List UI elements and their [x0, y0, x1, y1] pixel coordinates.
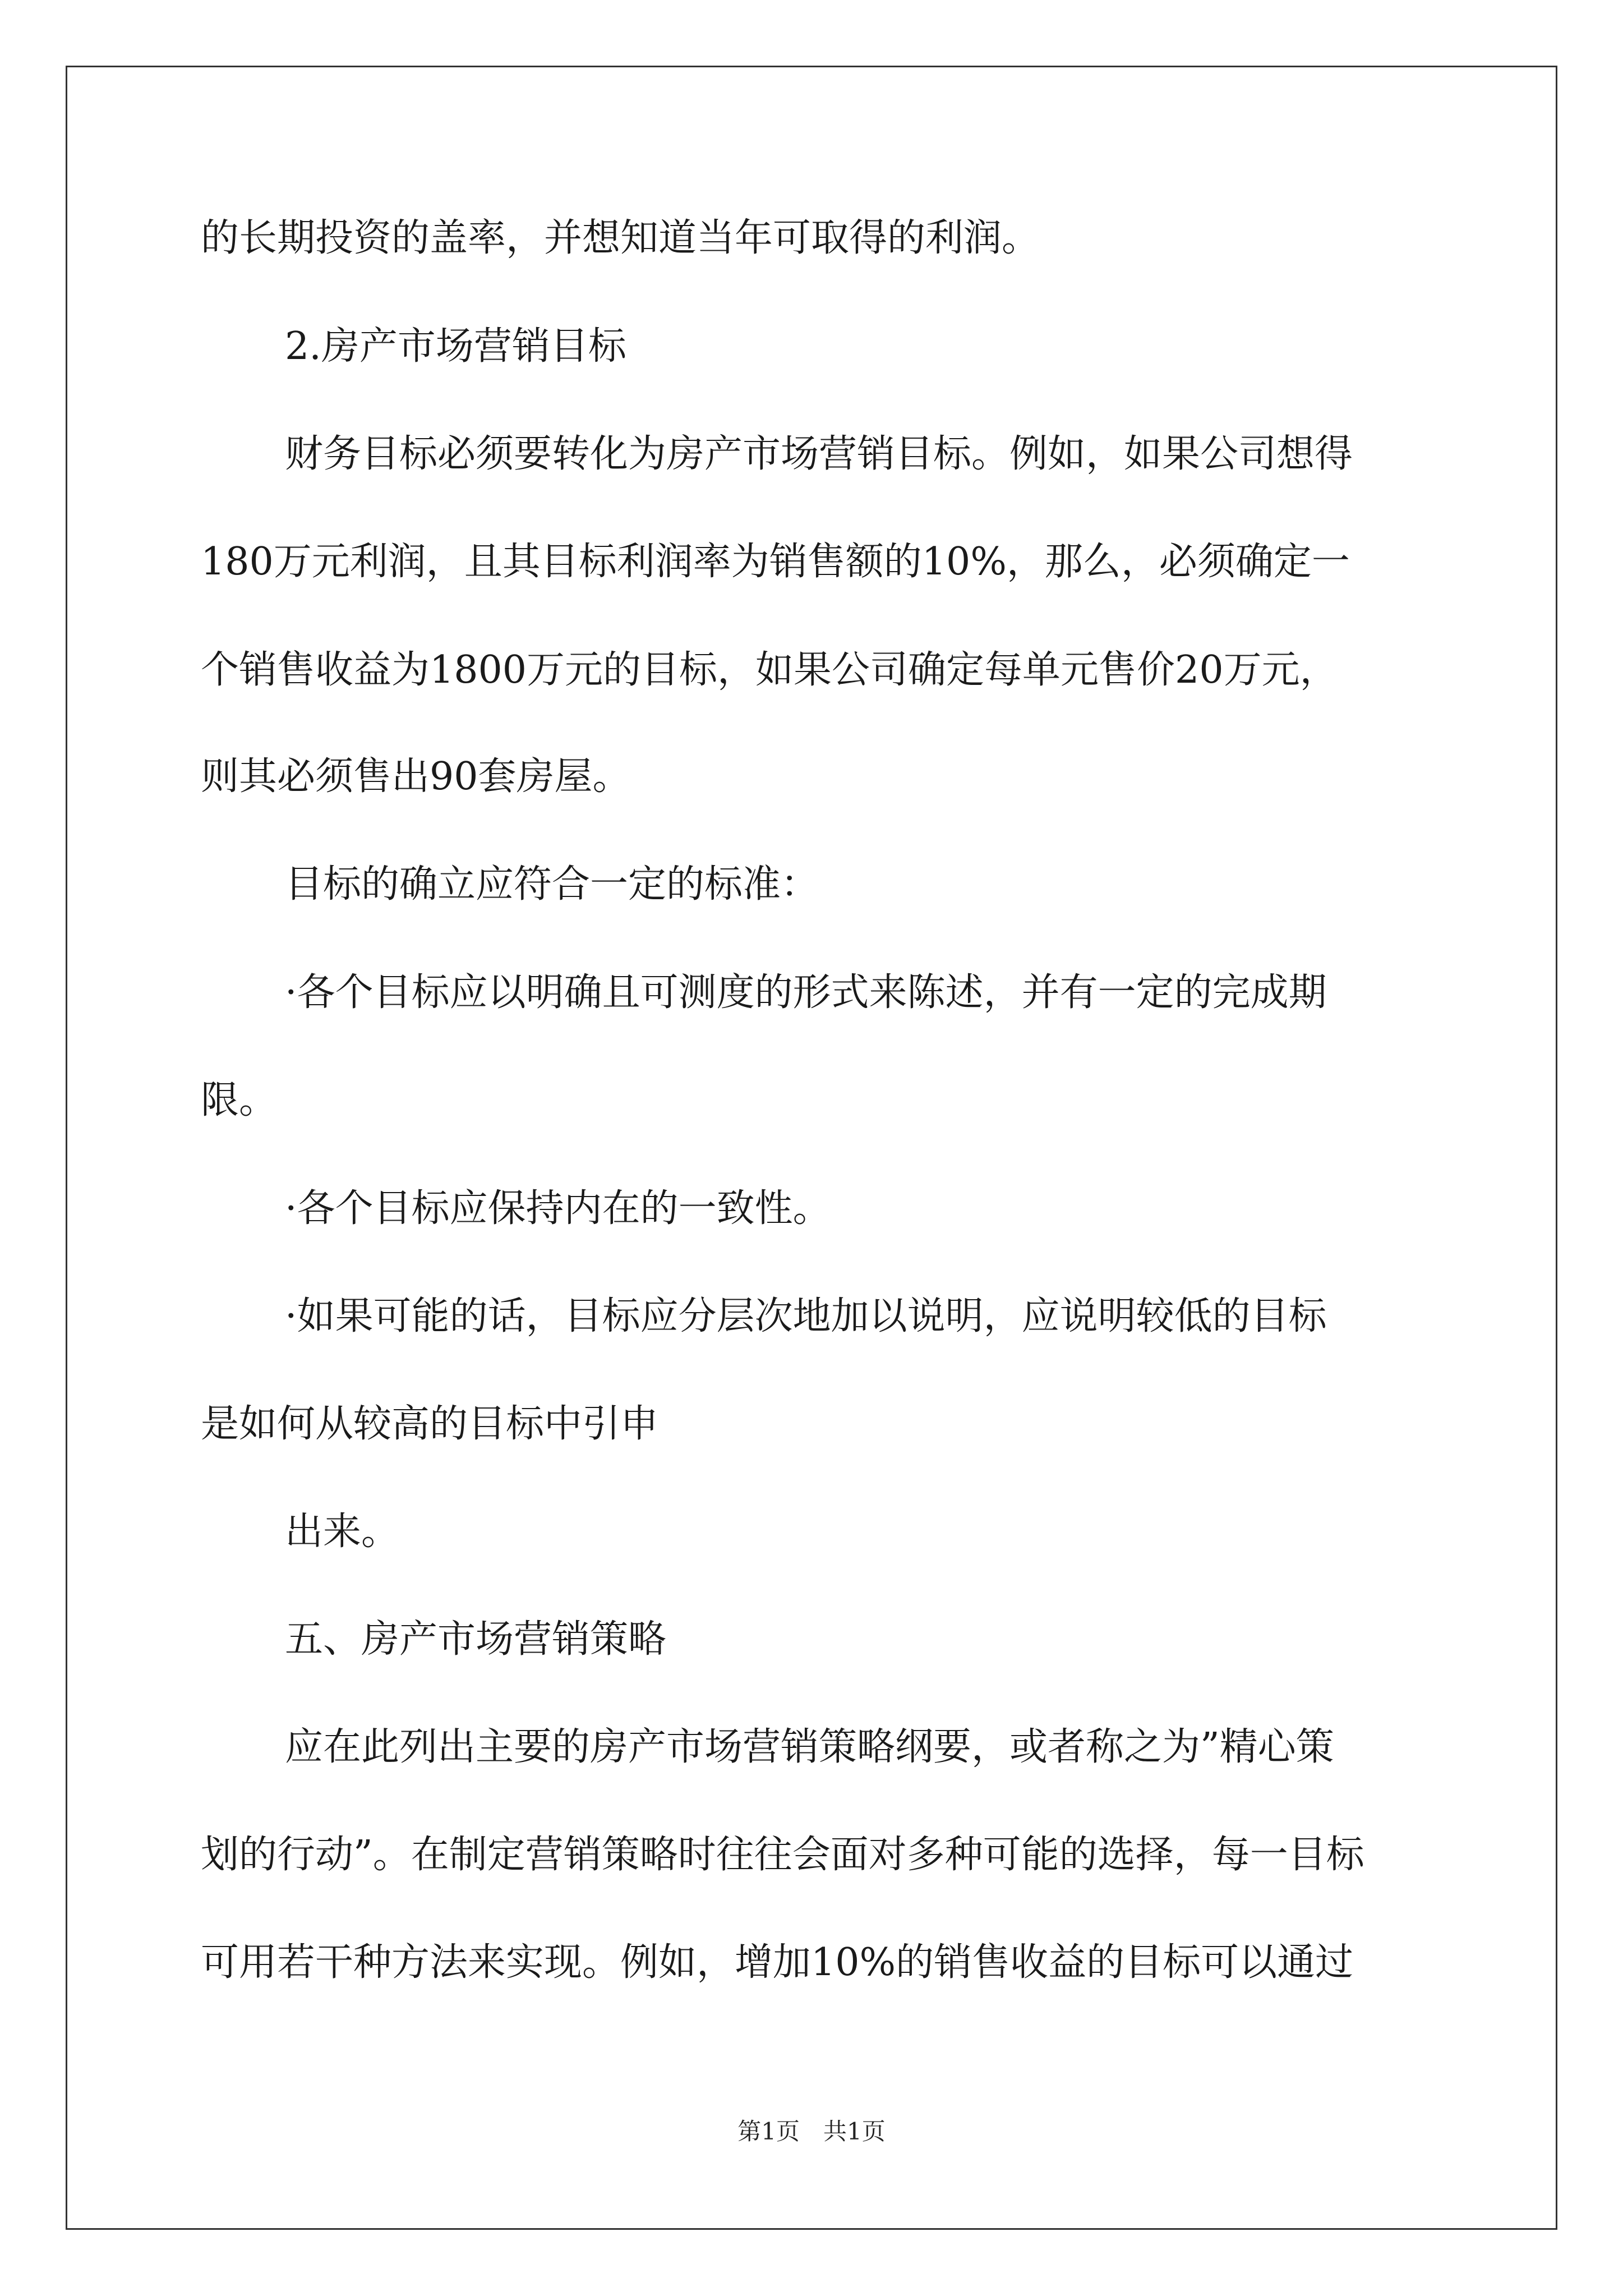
text-line: 出来。 — [285, 1510, 400, 1554]
section-heading: 2.房产市场营销目标 — [285, 324, 626, 369]
bullet-item: ·如果可能的话，目标应分层次地加以说明，应说明较低的目标 — [285, 1294, 1327, 1338]
section-heading: 五、房产市场营销策略 — [285, 1617, 667, 1662]
text-line: 是如何从较高的目标中引申 — [201, 1402, 659, 1446]
text-line: 180万元利润，且其目标利润率为销售额的10%，那么，必须确定一 — [201, 540, 1350, 584]
bullet-item: ·各个目标应保持内在的一致性。 — [285, 1186, 831, 1231]
text-line: 个销售收益为1800万元的目标，如果公司确定每单元售价20万元， — [201, 648, 1338, 692]
page-border — [66, 66, 1557, 2230]
text-line: 的长期投资的盖率，并想知道当年可取得的利润。 — [201, 216, 1040, 260]
text-line: 可用若干种方法来实现。例如，增加10%的销售收益的目标可以通过 — [201, 1940, 1354, 1985]
text-line: 财务目标必须要转化为房产市场营销目标。例如，如果公司想得 — [285, 432, 1353, 476]
text-line: 应在此列出主要的房产市场营销策略纲要，或者称之为”精心策 — [285, 1725, 1334, 1769]
page-footer: 第1页 共1页 — [737, 2118, 886, 2145]
text-line: 划的行动”。在制定营销策略时往往会面对多种可能的选择，每一目标 — [201, 1833, 1364, 1877]
text-line: 限。 — [201, 1078, 278, 1122]
text-line: 目标的确立应符合一定的标准： — [285, 862, 819, 907]
text-line: 则其必须售出90套房屋。 — [201, 754, 631, 799]
bullet-item: ·各个目标应以明确且可测度的形式来陈述，并有一定的完成期 — [285, 970, 1327, 1015]
